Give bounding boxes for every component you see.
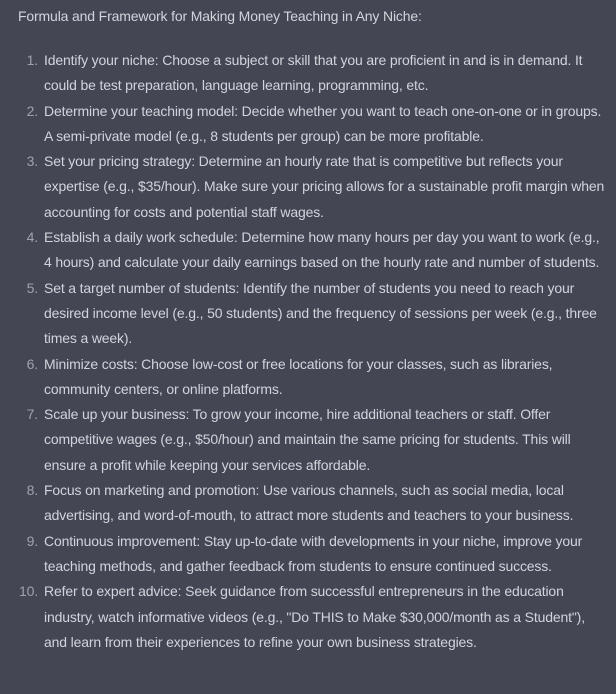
list-item [18,48,612,99]
item-number: 5. [26,279,38,296]
list-item [18,352,612,403]
item-number: 9. [26,532,38,549]
item-number: 6. [26,355,38,372]
item-number: 8. [26,482,38,499]
list-item [18,402,612,478]
item-number: 2. [26,102,38,119]
item-text: Refer to expert advice: Seek guidance from successful entrepreneurs in the education industry, watch informative videos (e.g., "Do THIS to Make $30,000/month as a Student"), and learn from their experiences to refine your own business strategies. [44,583,585,650]
item-number: 3. [26,153,38,170]
list-item [18,478,612,529]
item-number: 7. [26,406,38,423]
item-number: 4. [26,229,38,246]
item-text: Establish a daily work schedule: Determine how many hours per day you want to work (e.g., 4 hours) and calculate your daily earnings based on the hourly rate and number of students. [44,229,600,271]
steps-list [18,48,612,655]
item-text: Set your pricing strategy: Determine an hourly rate that is competitive but reflects your expertise (e.g., $35/hour). Make sure your pricing allows for a sustainable profit margin when accounting for costs and potential staff wages. [44,153,605,220]
item-text: Scale up your business: To grow your income, hire additional teachers or staff. Offer competitive wages (e.g., $50/hour) and maintain the same pricing for students. This will ensure a profit while keeping your services affordable. [44,406,571,473]
item-text: Determine your teaching model: Decide whether you want to teach one-on-one or in groups. A semi-private model (e.g., 8 students per group) can be more profitable. [44,102,602,144]
list-item [18,276,612,352]
list-item [18,225,612,276]
intro-heading: Formula and Framework for Making Money Teaching in Any Niche: [18,8,422,24]
item-text: Focus on marketing and promotion: Use various channels, such as social media, local advertising, and word-of-mouth, to attract more students and teachers to your business. [44,482,574,524]
item-number: 10. [18,583,38,600]
item-text: Continuous improvement: Stay up-to-date with developments in your niche, improve your teaching methods, and gather feedback from students to ensure continued success. [44,532,583,574]
item-text: Identify your niche: Choose a subject or skill that you are proficient in and is in demand. It could be test preparation, language learning, programming, etc. [44,52,583,94]
list-item [18,99,612,150]
list-item [18,149,612,225]
item-number: 1. [26,52,38,68]
list-item [18,579,612,655]
list-item [18,529,612,580]
item-text: Set a target number of students: Identify the number of students you need to reach your desired income level (e.g., 50 students) and the frequency of sessions per week (e.g., three times a week). [44,279,597,347]
item-text: Minimize costs: Choose low-cost or free locations for your classes, such as libraries, community centers, or online platforms. [44,355,553,397]
